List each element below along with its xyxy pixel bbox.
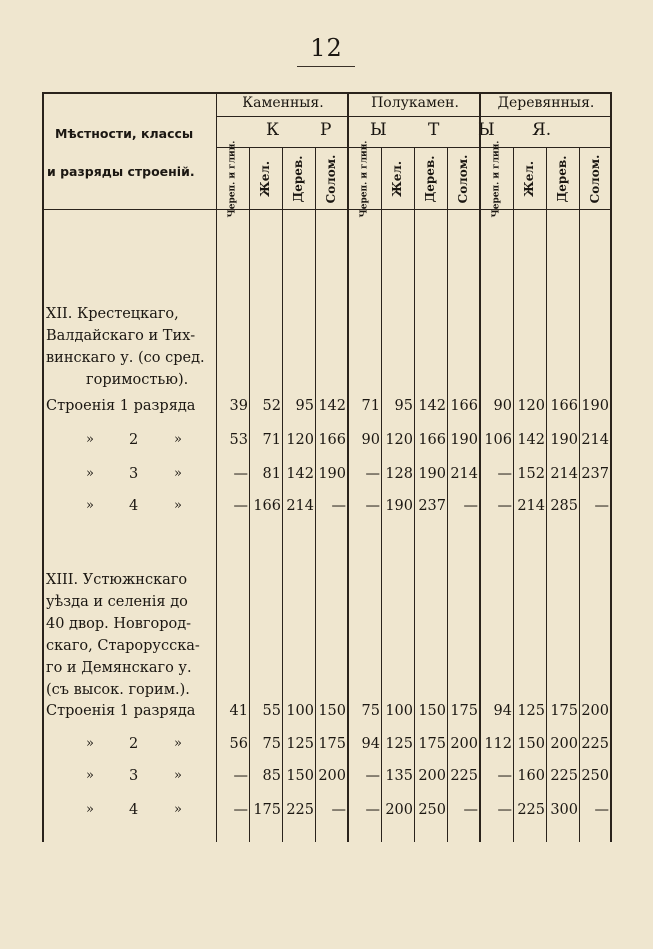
table-cell: 190 — [550, 432, 578, 448]
subhdr-stone-tile: Череп. и глин. — [227, 140, 238, 218]
table-cell: 150 — [286, 768, 314, 784]
table-cell: 100 — [286, 703, 314, 719]
category-number: 4 — [129, 498, 139, 514]
table-cell: 190 — [385, 498, 413, 514]
subhdr-stone-straw: Солом. — [324, 154, 338, 204]
table-cell: 100 — [385, 703, 413, 719]
section-xiii-line2: уѣзда и селенія до — [46, 594, 188, 610]
table-cell: 200 — [550, 736, 578, 752]
header-divider — [42, 209, 612, 210]
table-cell: 85 — [262, 768, 281, 784]
subhdr-semi-wood: Дерев. — [423, 155, 437, 203]
table-cell: 120 — [517, 398, 545, 414]
ditto-mark: » — [86, 498, 94, 513]
section-xii-line2: Валдайскаго и Тих- — [46, 328, 196, 344]
category-number: 4 — [129, 802, 139, 818]
table-cell: 142 — [517, 432, 545, 448]
subhdr-semi-iron: Жел. — [390, 160, 404, 198]
kryt-letter-4: Т — [428, 120, 440, 140]
group-stone: Каменныя. — [242, 95, 324, 111]
table-cell: — — [365, 802, 380, 818]
table-cell: 95 — [295, 398, 314, 414]
table-cell: 300 — [550, 802, 578, 818]
section-xiii-line5: го и Демянскаго у. — [46, 660, 192, 676]
ditto-mark: » — [174, 498, 182, 513]
table-cell: 125 — [385, 736, 413, 752]
table-cell: 225 — [450, 768, 478, 784]
ditto-mark: » — [86, 736, 94, 751]
group-divider — [216, 116, 612, 117]
table-cell: 200 — [581, 703, 609, 719]
kryt-letter-3: Ы — [370, 120, 387, 140]
ditto-mark: » — [174, 768, 182, 783]
table-cell: 225 — [581, 736, 609, 752]
group-semistone: Полукамен. — [371, 95, 459, 111]
table-cell: 250 — [581, 768, 609, 784]
table-cell: — — [365, 498, 380, 514]
table-cell: 142 — [286, 466, 314, 482]
table-cell: 166 — [318, 432, 346, 448]
table-cell: 81 — [262, 466, 281, 482]
table-cell: 166 — [550, 398, 578, 414]
kryt-letter-5: Ы — [478, 120, 495, 140]
table-cell: — — [331, 802, 346, 818]
table-cell: — — [463, 498, 478, 514]
table-cell: 120 — [286, 432, 314, 448]
table-cell: 214 — [286, 498, 314, 514]
table-cell: 39 — [229, 398, 248, 414]
table-cell: — — [497, 466, 512, 482]
ditto-mark: » — [86, 432, 94, 447]
table-cell: — — [233, 802, 248, 818]
table-cell: 125 — [517, 703, 545, 719]
kryt-letter-1: К — [266, 120, 280, 140]
table-cell: 128 — [385, 466, 413, 482]
section-xiii-title — [46, 569, 216, 701]
table-cell: 142 — [418, 398, 446, 414]
subhdr-semi-straw: Солом. — [456, 154, 470, 204]
group-wood: Деревянныя. — [497, 95, 595, 111]
kryt-letter-2: Р — [320, 120, 332, 140]
subhdr-semi-tile: Череп. и глин. — [359, 140, 370, 218]
locality-header-line1: Мѣстности, классы — [55, 126, 194, 141]
table-cell: 75 — [361, 703, 380, 719]
ditto-mark: » — [86, 802, 94, 817]
table-cell: 120 — [385, 432, 413, 448]
table-cell: — — [233, 466, 248, 482]
section-xii-line4: горимостью). — [86, 372, 189, 388]
page-number: 12 — [310, 34, 343, 62]
table-cell: 160 — [517, 768, 545, 784]
table-cell: 175 — [418, 736, 446, 752]
table-cell: 71 — [361, 398, 380, 414]
table-cell: 175 — [253, 802, 281, 818]
table-cell: — — [233, 768, 248, 784]
table-cell: 75 — [262, 736, 281, 752]
table-cell: 55 — [262, 703, 281, 719]
table-cell: — — [497, 768, 512, 784]
table-cell: 94 — [493, 703, 512, 719]
table-cell: 152 — [517, 466, 545, 482]
table-cell: 175 — [550, 703, 578, 719]
section-xii-line3: винскаго у. (со сред. — [46, 350, 205, 366]
table-cell: — — [594, 498, 609, 514]
table-cell: 166 — [450, 398, 478, 414]
table-frame-left — [42, 92, 44, 842]
locality-header-line2: и разряды строеній. — [47, 164, 195, 179]
table-cell: 237 — [581, 466, 609, 482]
table-cell: — — [365, 466, 380, 482]
table-cell: 200 — [418, 768, 446, 784]
subhdr-stone-iron: Жел. — [258, 160, 272, 198]
table-cell: 56 — [229, 736, 248, 752]
section-xiii-line6: (съ высок. горим.). — [46, 682, 190, 698]
table-cell: 225 — [550, 768, 578, 784]
table-cell: 214 — [517, 498, 545, 514]
table-cell: 200 — [385, 802, 413, 818]
table-cell: — — [365, 768, 380, 784]
section-xii-title — [46, 303, 216, 391]
table-cell: 150 — [517, 736, 545, 752]
table-cell: 125 — [286, 736, 314, 752]
table-cell: 190 — [581, 398, 609, 414]
table-cell: 90 — [361, 432, 380, 448]
table-cell: 285 — [550, 498, 578, 514]
table-cell: 52 — [262, 398, 281, 414]
subhdr-wood-iron: Жел. — [522, 160, 536, 198]
row-label: Строенія 1 разряда — [46, 703, 196, 719]
table-cell: 214 — [550, 466, 578, 482]
table-cell: 166 — [418, 432, 446, 448]
table-cell: 190 — [418, 466, 446, 482]
row-label: Строенія 1 разряда — [46, 398, 196, 414]
table-cell: — — [497, 802, 512, 818]
subhdr-wood-wood: Дерев. — [555, 155, 569, 203]
section-xiii-line3: 40 двор. Новгород- — [46, 616, 192, 632]
table-cell: 214 — [450, 466, 478, 482]
table-cell: 142 — [318, 398, 346, 414]
table-cell: 175 — [450, 703, 478, 719]
table-cell: 175 — [318, 736, 346, 752]
table-cell: — — [233, 498, 248, 514]
table-cell: 225 — [286, 802, 314, 818]
table-frame-top — [42, 92, 612, 94]
subhdr-wood-straw: Солом. — [588, 154, 602, 204]
table-cell: 94 — [361, 736, 380, 752]
category-number: 2 — [129, 432, 139, 448]
ditto-mark: » — [174, 466, 182, 481]
table-cell: 112 — [484, 736, 512, 752]
table-cell: 237 — [418, 498, 446, 514]
table-cell: 200 — [318, 768, 346, 784]
table-cell: — — [463, 802, 478, 818]
table-cell: 90 — [493, 398, 512, 414]
subhdr-wood-tile: Череп. и глин. — [491, 140, 502, 218]
ditto-mark: » — [174, 736, 182, 751]
table-cell: — — [594, 802, 609, 818]
kryt-letter-6: Я. — [532, 120, 552, 140]
ditto-mark: » — [86, 466, 94, 481]
ditto-mark: » — [174, 802, 182, 817]
category-number: 2 — [129, 736, 139, 752]
table-cell: 95 — [394, 398, 413, 414]
table-cell: 190 — [450, 432, 478, 448]
section-xii-line1: XII. Крестецкаго, — [46, 306, 179, 322]
table-cell: 150 — [318, 703, 346, 719]
table-cell: — — [331, 498, 346, 514]
ditto-mark: » — [86, 768, 94, 783]
subhdr-stone-wood: Дерев. — [291, 155, 305, 203]
table-cell: 106 — [484, 432, 512, 448]
table-cell: 71 — [262, 432, 281, 448]
page-number-rule — [297, 66, 355, 67]
table-cell: 250 — [418, 802, 446, 818]
table-cell: 135 — [385, 768, 413, 784]
table-cell: 225 — [517, 802, 545, 818]
section-xiii-line1: XIII. Устюжнскаго — [46, 572, 188, 588]
ditto-mark: » — [174, 432, 182, 447]
table-cell: 53 — [229, 432, 248, 448]
category-number: 3 — [129, 466, 139, 482]
table-cell: 214 — [581, 432, 609, 448]
table-cell: 41 — [229, 703, 248, 719]
table-cell: 166 — [253, 498, 281, 514]
category-number: 3 — [129, 768, 139, 784]
table-cell: 200 — [450, 736, 478, 752]
table-cell: — — [497, 498, 512, 514]
section-xiii-line4: скаго, Старорусска- — [46, 638, 200, 654]
table-cell: 190 — [318, 466, 346, 482]
table-cell: 150 — [418, 703, 446, 719]
